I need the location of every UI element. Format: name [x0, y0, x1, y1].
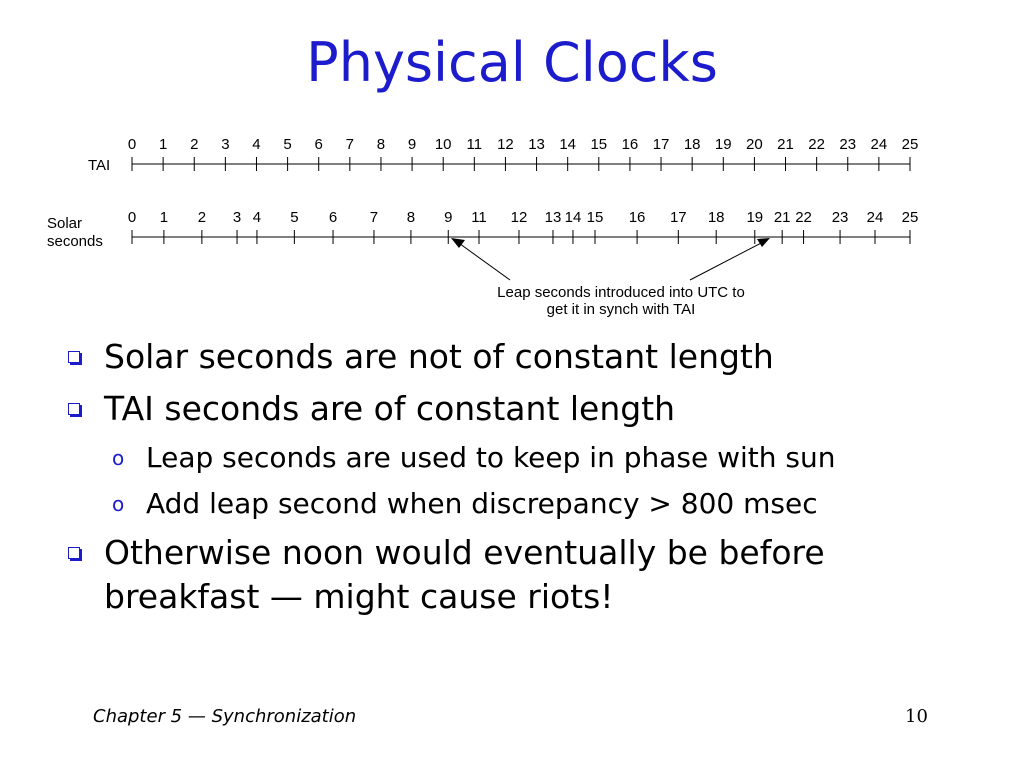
tai-tick-label: 2 — [190, 136, 199, 153]
solar-tick-label: 13 — [544, 209, 562, 226]
arrow-head-right — [757, 238, 770, 247]
tai-tick-label: 20 — [746, 136, 763, 153]
tai-timeline — [88, 136, 918, 174]
tai-tick-label: 4 — [252, 136, 261, 153]
arrow-line-right — [690, 241, 765, 280]
tai-tick-label: 7 — [345, 136, 355, 153]
tai-tick-label: 12 — [497, 136, 514, 153]
tai-tick-label: 25 — [901, 136, 919, 153]
tai-tick-label: 6 — [314, 136, 323, 153]
solar-label-line2: seconds — [47, 233, 103, 250]
tai-tick-label: 19 — [714, 136, 732, 153]
arrow-line-left — [456, 241, 510, 280]
solar-tick-label: 16 — [628, 209, 646, 226]
sub-bullet-item — [62, 439, 962, 477]
tai-tick-label: 16 — [621, 136, 639, 153]
clock-timeline-diagram — [0, 0, 1024, 330]
footer-chapter: Chapter 5 — Synchronization — [93, 706, 357, 727]
slide-title: Physical Clocks — [306, 31, 718, 94]
solar-tick-label: 11 — [471, 209, 487, 226]
square-bullet-icon — [68, 351, 80, 363]
tai-tick-label: 8 — [376, 136, 386, 153]
solar-tick-label: 3 — [232, 209, 242, 226]
solar-tick-label: 0 — [127, 209, 137, 226]
solar-timeline — [47, 209, 918, 250]
solar-tick-label: 22 — [795, 209, 812, 226]
tai-tick-label: 13 — [528, 136, 545, 153]
solar-tick-label: 12 — [510, 209, 528, 226]
solar-tick-label: 24 — [866, 209, 884, 226]
solar-tick-label: 25 — [901, 209, 919, 226]
tai-tick-label: 23 — [839, 136, 857, 153]
solar-tick-label: 7 — [369, 209, 379, 226]
tai-tick-label: 18 — [683, 136, 701, 153]
circle-bullet-icon: o — [112, 492, 125, 516]
bullet-item — [62, 531, 962, 619]
square-bullet-icon — [68, 403, 80, 415]
tai-tick-label: 0 — [127, 136, 137, 153]
tai-tick-label: 17 — [652, 136, 670, 153]
solar-tick-label: 8 — [406, 209, 416, 226]
page-number: 10 — [905, 706, 928, 727]
bullet-item — [62, 335, 962, 379]
tai-tick-label: 15 — [590, 136, 608, 153]
sub-bullet-text: Leap seconds are used to keep in phase with sun — [146, 441, 836, 474]
solar-tick-label: 21 — [773, 209, 791, 226]
solar-tick-label: 18 — [707, 209, 725, 226]
solar-label-line1: Solar — [47, 215, 83, 232]
tai-tick-label: 3 — [221, 136, 230, 153]
solar-tick-label: 17 — [669, 209, 687, 226]
tai-tick-label: 24 — [870, 136, 888, 153]
sub-bullet-text: Add leap second when discrepancy > 800 msec — [146, 487, 818, 520]
tai-tick-label: 22 — [808, 136, 825, 153]
annotation-line2: get it in synch with TAI — [546, 301, 696, 318]
bullet-text: Solar seconds are not of constant length — [104, 337, 774, 376]
solar-tick-label: 1 — [159, 209, 169, 226]
square-bullet-icon — [68, 547, 80, 559]
tai-tick-label: 21 — [777, 136, 794, 153]
tai-tick-label: 5 — [283, 136, 292, 153]
bullet-text: TAI seconds are of constant length — [104, 389, 676, 428]
solar-tick-label: 2 — [197, 209, 207, 226]
tai-tick-label: 11 — [466, 136, 483, 153]
tai-tick-label: 1 — [158, 136, 168, 153]
annotation-line1: Leap seconds introduced into UTC to — [497, 284, 745, 301]
tai-tick-label: 14 — [559, 136, 577, 153]
solar-tick-label: 9 — [444, 209, 453, 226]
solar-tick-label: 5 — [290, 209, 299, 226]
tai-tick-label: 9 — [407, 136, 417, 153]
circle-bullet-icon: o — [112, 446, 125, 470]
solar-tick-label: 14 — [564, 209, 582, 226]
leap-annotation — [451, 238, 770, 318]
solar-tick-label: 4 — [252, 209, 262, 226]
bullet-list — [62, 335, 962, 627]
solar-tick-label: 19 — [746, 209, 764, 226]
tai-tick-label: 10 — [434, 136, 452, 153]
sub-bullet-item — [62, 485, 962, 523]
solar-tick-label: 15 — [586, 209, 604, 226]
bullet-text: Otherwise noon would eventually be before breakfast — might cause riots! — [104, 533, 825, 616]
tai-label: TAI — [88, 157, 111, 174]
solar-tick-label: 6 — [328, 209, 338, 226]
solar-tick-label: 23 — [831, 209, 849, 226]
bullet-item — [62, 387, 962, 431]
